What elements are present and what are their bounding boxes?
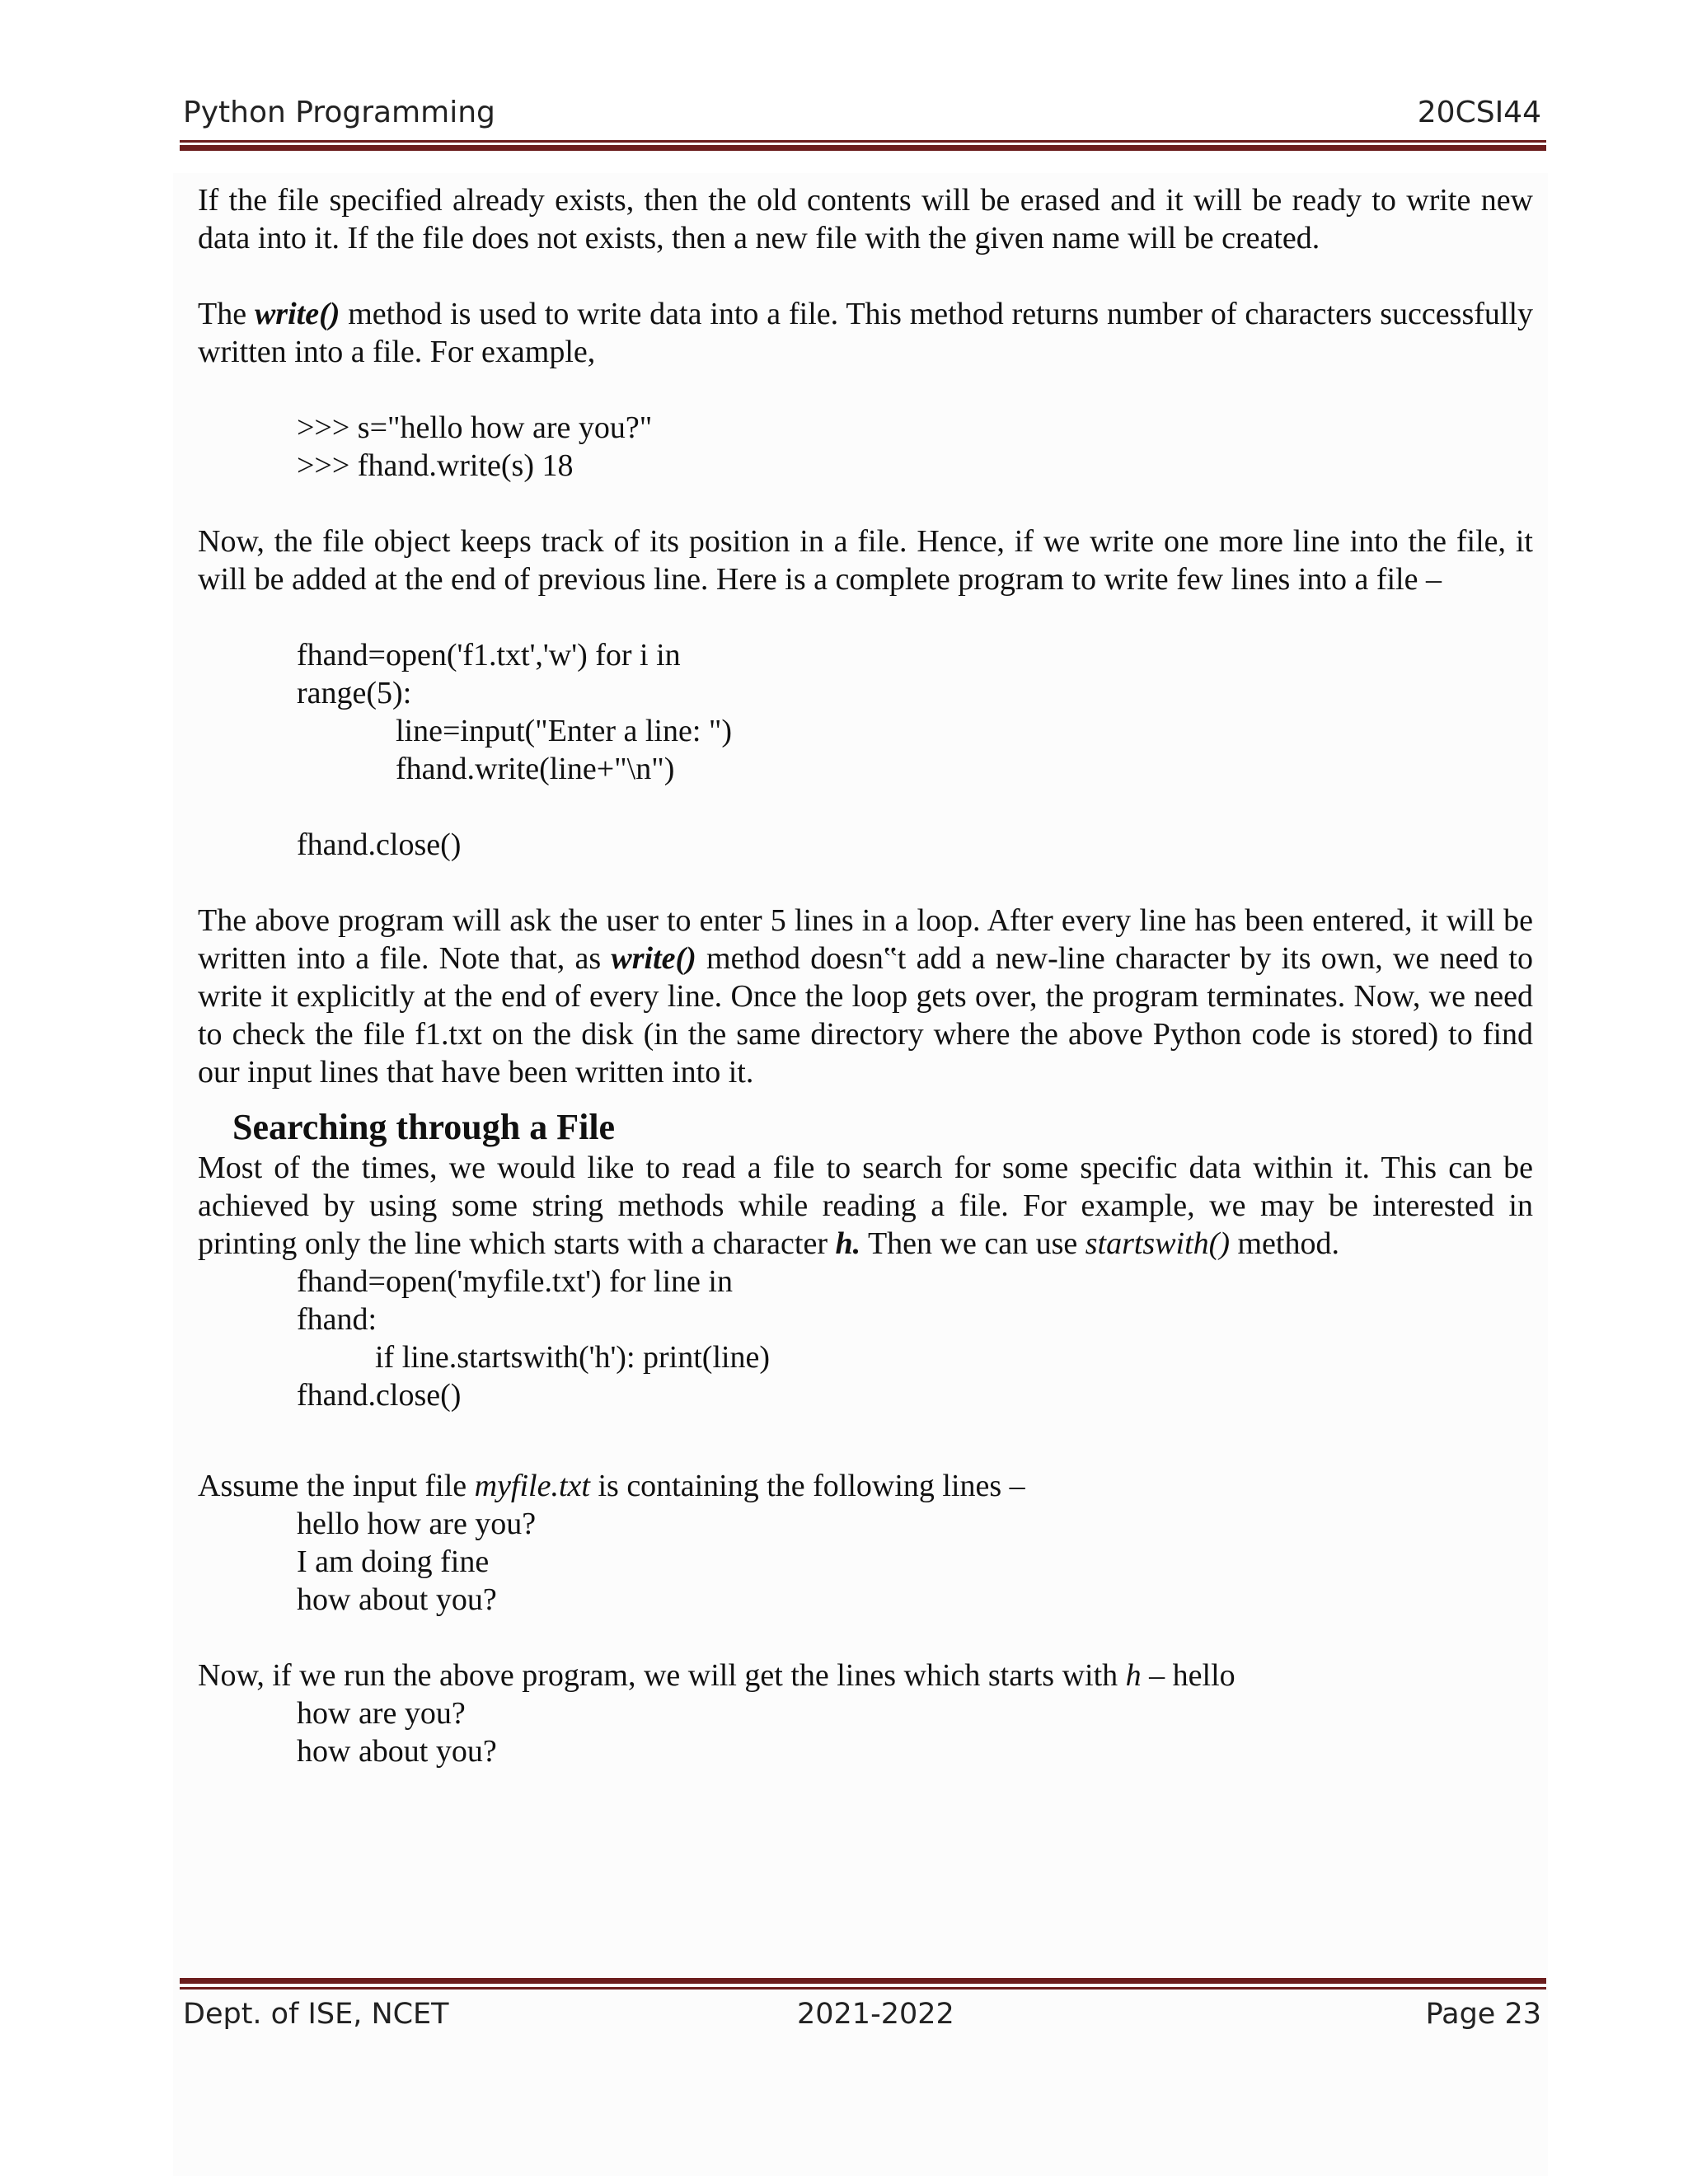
header-rule-thick [180,145,1546,151]
file-line: how about you? [297,1582,497,1617]
paragraph-write-method: The write() method is used to write data into a file. This method returns number of characters successfully written into a file. For example, [198,297,1534,369]
code-line: line=input("Enter a line: ") [396,714,733,748]
header-rule-thin [180,140,1546,143]
footer-academic-year: 2021-2022 [797,1998,954,2031]
code-line: range(5): [297,676,412,710]
footer-page-number: Page 23 [1425,1998,1541,2031]
code-line: >>> s="hello how are you?" [297,410,653,445]
code-line: fhand.close() [297,1378,462,1413]
footer-department: Dept. of ISE, NCET [183,1998,449,2031]
header-course-code: 20CSI44 [1417,96,1541,129]
code-line: fhand=open('f1.txt','w') for i in [297,638,681,673]
file-line: hello how are you? [297,1507,537,1541]
footer-rule-thick [180,1978,1546,1984]
code-line: fhand.close() [297,827,462,862]
code-line: fhand: [297,1302,377,1337]
paragraph-input-file: Assume the input file myfile.txt is containing the following lines – [198,1469,1025,1503]
footer-rule-thin [180,1987,1546,1990]
section-heading: Searching through a File [232,1107,616,1147]
paragraph-file-position: Now, the file object keeps track of its position in a file. Hence, if we write one more line into the file, it will be added at the end of previous line. Here is a complete program to write few lines into a file – [198,524,1533,597]
output-line: how are you? [297,1696,466,1731]
output-line: how about you? [297,1734,497,1769]
paragraph-output: Now, if we run the above program, we will get the lines which starts with h – hello [198,1658,1236,1693]
code-line: >>> fhand.write(s) 18 [297,448,574,483]
write-method-name: write() [254,297,340,331]
code-line: fhand=open('myfile.txt') for line in [297,1264,733,1299]
code-line: if line.startswith('h'): print(line) [375,1340,771,1375]
page-content [198,181,1533,1770]
write-method-name: write() [611,941,696,976]
code-line: fhand.write(line+"\n") [396,752,675,786]
file-line: I am doing fine [297,1544,490,1579]
paragraph-program-explanation: The above program will ask the user to enter 5 lines in a loop. After every line has been entered, it will be written into a file. Note that, as write() method doesn‟t add a new-line character by its own, we need to write it explicitly at the end of every line. Once the loop gets over, the program terminates. Now, we need to check the file f1.txt on the disk (in the same directory where the above Python code is stored) to find our input lines that have been written into it. [198,903,1533,1090]
paragraph-file-exists: If the file specified already exists, then the old contents will be erased and it will be ready to write new data into it. If the file does not exists, then a new file with the given name will be created. [198,183,1533,255]
paragraph-searching: Most of the times, we would like to read a file to search for some specific data within it. This can be achieved by using some string methods while reading a file. For example, we may be interested in printing only the line which starts with a character h. Then we can use startswith() method. [198,1151,1533,1261]
header-title: Python Programming [183,96,495,129]
